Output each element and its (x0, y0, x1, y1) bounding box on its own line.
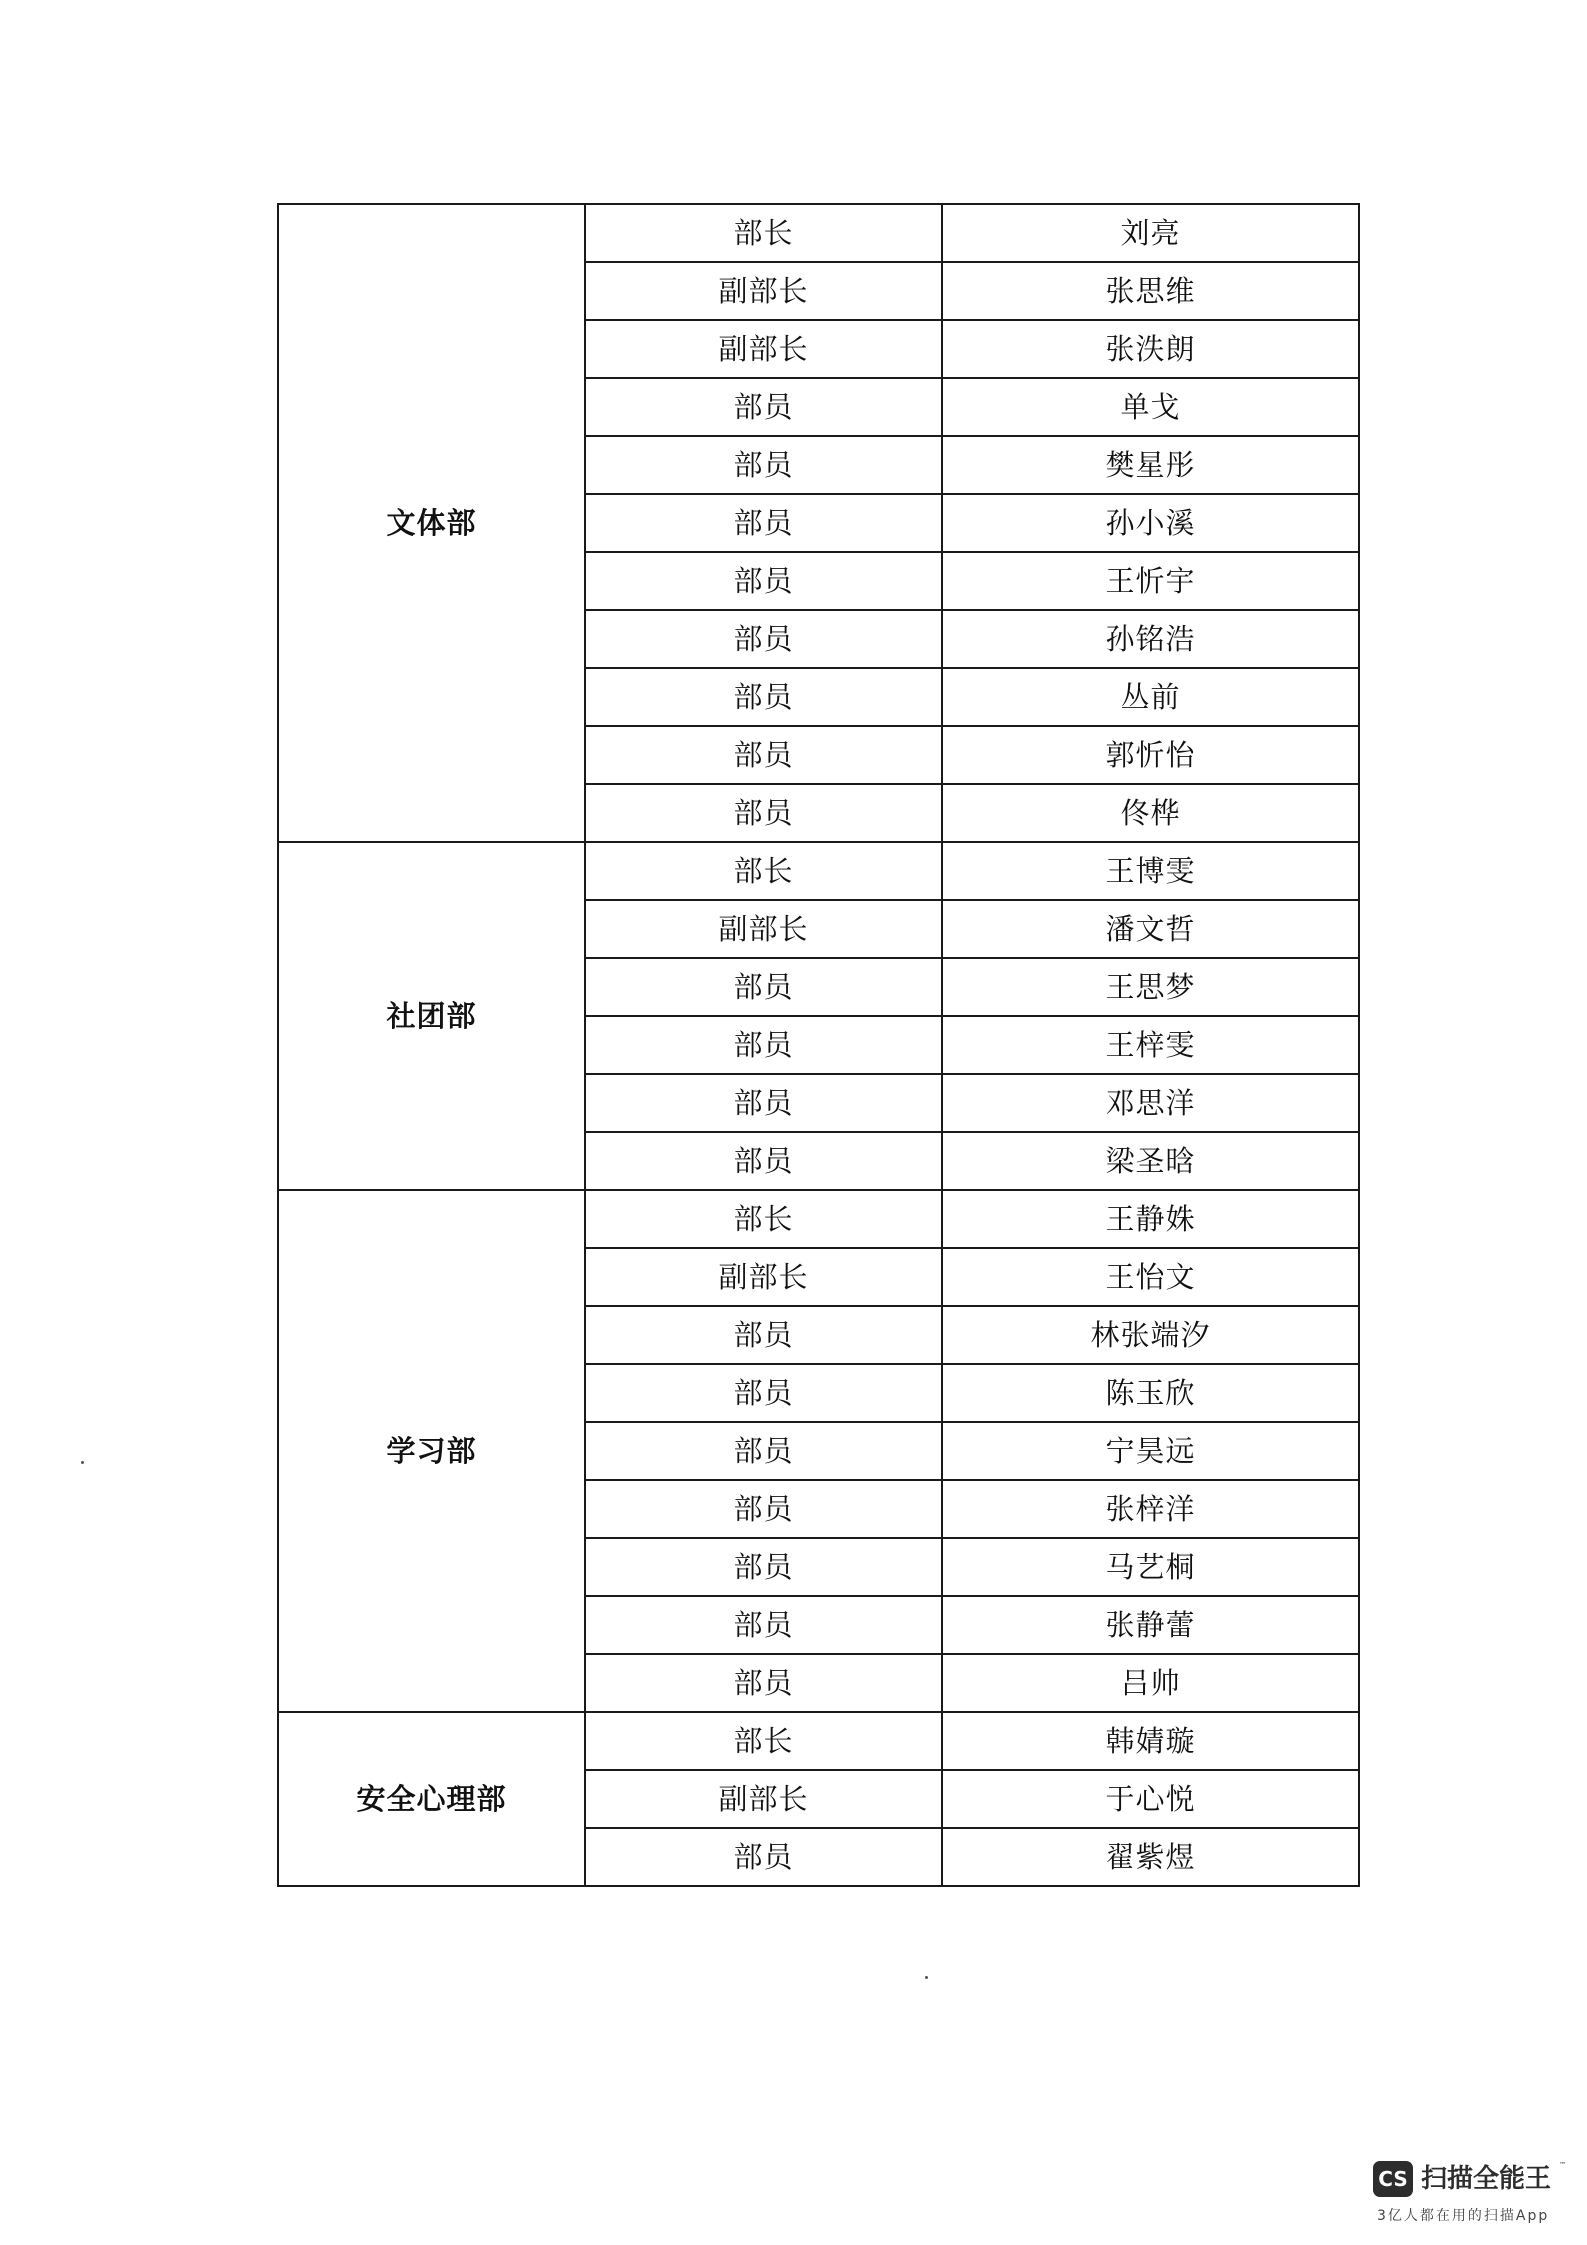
member-name-cell: 樊星彤 (942, 436, 1359, 494)
cs-logo-icon: CS (1373, 2161, 1413, 2197)
member-name-cell: 王梓雯 (942, 1016, 1359, 1074)
member-name-cell: 孙小溪 (942, 494, 1359, 552)
member-name-cell: 王博雯 (942, 842, 1359, 900)
position-cell: 部员 (585, 494, 942, 552)
position-cell: 部员 (585, 726, 942, 784)
member-name-cell: 王静姝 (942, 1190, 1359, 1248)
position-cell: 副部长 (585, 262, 942, 320)
position-cell: 部员 (585, 1364, 942, 1422)
scan-speck (925, 1976, 928, 1979)
trademark-icon: ™ (1559, 2161, 1566, 2169)
member-name-cell: 韩婧璇 (942, 1712, 1359, 1770)
position-cell: 部员 (585, 1596, 942, 1654)
member-name-cell: 翟紫煜 (942, 1828, 1359, 1886)
member-name-cell: 王怡文 (942, 1248, 1359, 1306)
position-cell: 部员 (585, 1422, 942, 1480)
member-name-cell: 单戈 (942, 378, 1359, 436)
member-name-cell: 梁圣晗 (942, 1132, 1359, 1190)
position-cell: 部员 (585, 1016, 942, 1074)
member-name-cell: 吕帅 (942, 1654, 1359, 1712)
roster-body (278, 204, 1359, 1886)
position-cell: 部员 (585, 1074, 942, 1132)
member-name-cell: 王忻宇 (942, 552, 1359, 610)
member-name-cell: 张静蕾 (942, 1596, 1359, 1654)
position-cell: 部长 (585, 842, 942, 900)
camscanner-watermark (1373, 2161, 1566, 2231)
table-row (278, 1712, 1359, 1770)
position-cell: 部员 (585, 1480, 942, 1538)
member-name-cell: 王思梦 (942, 958, 1359, 1016)
position-cell: 副部长 (585, 900, 942, 958)
position-cell: 副部长 (585, 320, 942, 378)
member-name-cell: 潘文哲 (942, 900, 1359, 958)
member-name-cell: 于心悦 (942, 1770, 1359, 1828)
department-cell: 社团部 (278, 842, 585, 1190)
member-name-cell: 张梓洋 (942, 1480, 1359, 1538)
member-name-cell: 张泆朗 (942, 320, 1359, 378)
member-name-cell: 佟桦 (942, 784, 1359, 842)
position-cell: 部长 (585, 204, 942, 262)
position-cell: 部员 (585, 958, 942, 1016)
position-cell: 部员 (585, 610, 942, 668)
member-name-cell: 刘亮 (942, 204, 1359, 262)
table-row (278, 842, 1359, 900)
position-cell: 部员 (585, 436, 942, 494)
member-name-cell: 马艺桐 (942, 1538, 1359, 1596)
position-cell: 部员 (585, 552, 942, 610)
member-name-cell: 宁昊远 (942, 1422, 1359, 1480)
position-cell: 部长 (585, 1712, 942, 1770)
position-cell: 部员 (585, 378, 942, 436)
member-name-cell: 邓思洋 (942, 1074, 1359, 1132)
watermark-tagline: 3亿人都在用的扫描App (1377, 2208, 1550, 2224)
member-name-cell: 孙铭浩 (942, 610, 1359, 668)
position-cell: 部员 (585, 1132, 942, 1190)
member-name-cell: 郭忻怡 (942, 726, 1359, 784)
department-roster-table (277, 203, 1360, 1887)
member-name-cell: 林张端汐 (942, 1306, 1359, 1364)
position-cell: 部员 (585, 784, 942, 842)
table-row (278, 204, 1359, 262)
member-name-cell: 陈玉欣 (942, 1364, 1359, 1422)
member-name-cell: 丛前 (942, 668, 1359, 726)
position-cell: 部员 (585, 1306, 942, 1364)
department-cell: 安全心理部 (278, 1712, 585, 1886)
position-cell: 部员 (585, 1654, 942, 1712)
position-cell: 副部长 (585, 1248, 942, 1306)
position-cell: 部员 (585, 1538, 942, 1596)
table-row (278, 1190, 1359, 1248)
watermark-app-name: 扫描全能王 (1421, 2164, 1552, 2194)
position-cell: 副部长 (585, 1770, 942, 1828)
member-name-cell: 张思维 (942, 262, 1359, 320)
position-cell: 部长 (585, 1190, 942, 1248)
scan-speck (81, 1461, 84, 1464)
department-cell: 学习部 (278, 1190, 585, 1712)
position-cell: 部员 (585, 1828, 942, 1886)
department-cell: 文体部 (278, 204, 585, 842)
position-cell: 部员 (585, 668, 942, 726)
